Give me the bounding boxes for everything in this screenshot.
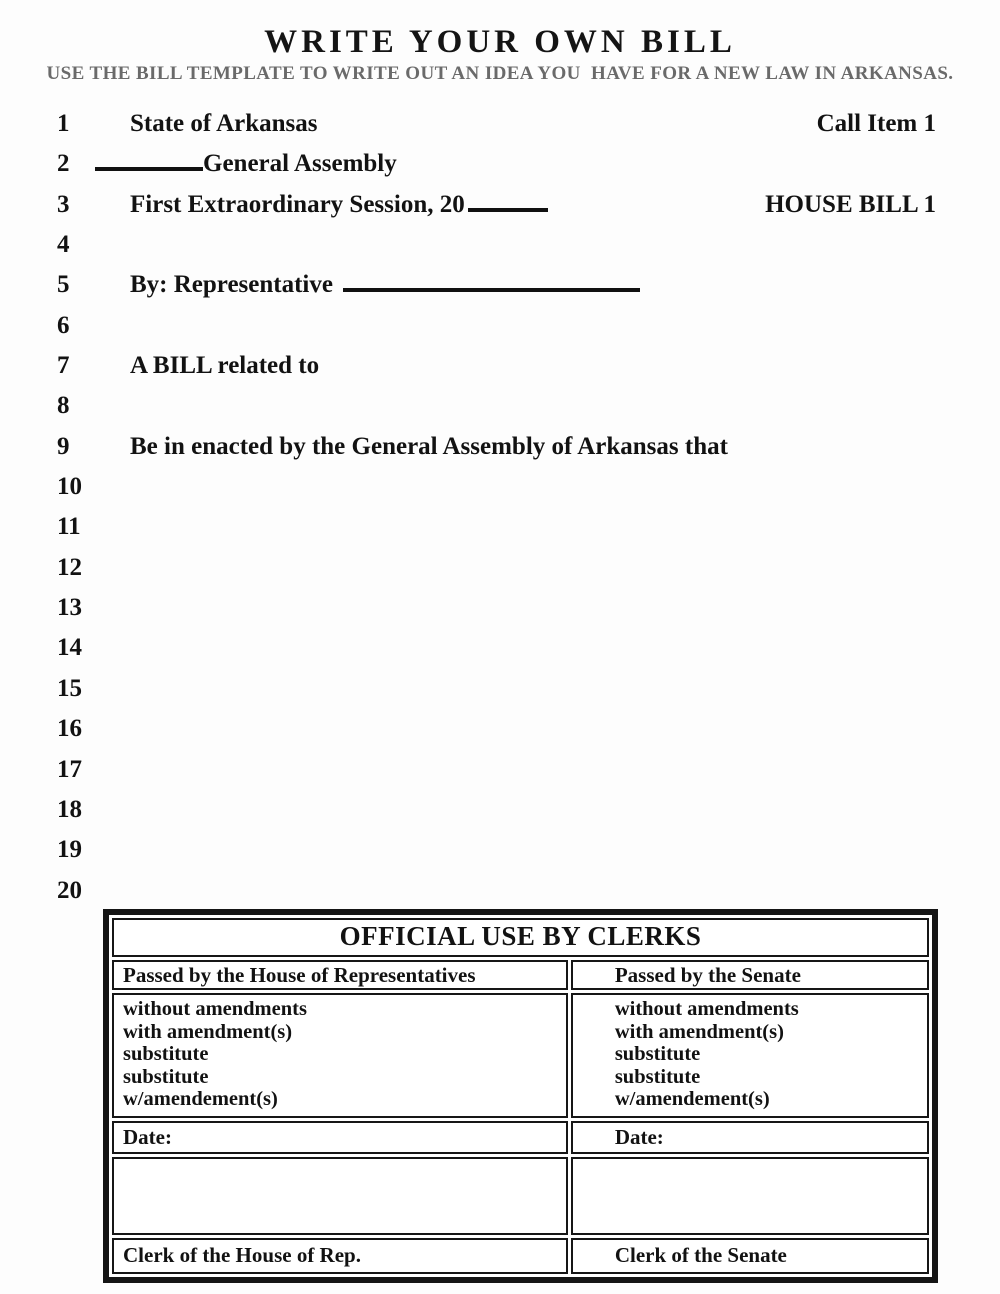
bill-line-6: [0, 306, 1000, 346]
assembly-number-blank[interactable]: [95, 167, 203, 171]
senate-date-label: Date:: [571, 1121, 929, 1154]
official-use-title: OFFICIAL USE BY CLERKS: [112, 918, 929, 957]
line-number: 16: [57, 715, 82, 743]
house-option: substitute: [123, 1065, 209, 1088]
house-column-header: Passed by the House of Representatives: [112, 960, 568, 990]
senate-amendment-options: [571, 993, 929, 1118]
line-number: 2: [57, 150, 70, 178]
bill-line-8: [0, 386, 1000, 426]
a-bill-related-to-text: A BILL related to: [130, 352, 320, 380]
senate-signature-area: [571, 1157, 929, 1235]
bill-line-11: [0, 507, 1000, 547]
line-number: 17: [57, 755, 82, 783]
bill-line-13: [0, 588, 1000, 628]
line-number: 15: [57, 674, 82, 702]
bill-line-9: [0, 427, 1000, 467]
enacting-clause-text: Be in enacted by the General Assembly of Arkansas that: [130, 432, 728, 460]
line-number: 14: [57, 634, 82, 662]
line-number: 13: [57, 594, 82, 622]
line-number: 4: [57, 231, 70, 259]
bill-line-5: [0, 265, 1000, 305]
bill-line-4: [0, 225, 1000, 265]
senate-option: substitute: [614, 1043, 701, 1066]
senate-clerk-label: Clerk of the Senate: [571, 1238, 929, 1274]
senate-column-header: Passed by the Senate: [571, 960, 929, 990]
bill-line-17: [0, 750, 1000, 790]
bill-line-20: [0, 871, 1000, 911]
house-date-label: Date:: [112, 1121, 568, 1154]
general-assembly-text: General Assembly: [203, 150, 397, 178]
bill-line-10: [0, 467, 1000, 507]
bill-line-7: [0, 346, 1000, 386]
by-representative-text: By: Representative: [130, 271, 333, 299]
bill-body: [0, 104, 1000, 911]
house-bill-label: HOUSE BILL 1: [765, 190, 936, 218]
call-item-label: Call Item 1: [816, 110, 936, 137]
senate-option: without amendments: [614, 998, 799, 1020]
line-number: 7: [57, 352, 70, 380]
bill-line-16: [0, 709, 1000, 749]
representative-name-blank[interactable]: [343, 288, 640, 292]
bill-line-2: [0, 144, 1000, 184]
line-number: 10: [57, 473, 82, 501]
session-text: First Extraordinary Session, 20: [130, 190, 465, 218]
line-number: 18: [57, 795, 82, 823]
house-option: substitute: [123, 1043, 209, 1066]
house-option: with amendment(s): [123, 1020, 293, 1043]
line-number: 19: [57, 836, 82, 864]
document-header: [0, 22, 1000, 86]
bill-line-12: [0, 548, 1000, 588]
house-option: w/amendement(s): [123, 1088, 278, 1111]
bill-line-19: [0, 830, 1000, 870]
line-number: 11: [57, 513, 81, 541]
line-number: 9: [57, 432, 70, 460]
senate-option: substitute: [614, 1065, 701, 1088]
senate-option: with amendment(s): [614, 1020, 784, 1043]
page-title: WRITE YOUR OWN BILL: [264, 24, 736, 60]
line-number: 12: [57, 553, 82, 581]
session-year-blank[interactable]: [468, 208, 548, 212]
line-number: 5: [57, 271, 70, 299]
state-of-arkansas-text: State of Arkansas: [130, 110, 318, 137]
bill-line-3: [0, 185, 1000, 225]
bill-line-15: [0, 669, 1000, 709]
line-number: 20: [57, 876, 82, 904]
senate-option: w/amendement(s): [614, 1088, 770, 1111]
house-option: without amendments: [123, 998, 307, 1020]
house-clerk-label: Clerk of the House of Rep.: [112, 1238, 568, 1274]
bill-line-1: [0, 104, 1000, 144]
house-signature-area: [112, 1157, 568, 1235]
line-number: 3: [57, 190, 70, 218]
bill-line-14: [0, 628, 1000, 668]
house-amendment-options: [112, 993, 568, 1118]
line-number: 8: [57, 392, 70, 420]
page-subtitle: USE THE BILL TEMPLATE TO WRITE OUT AN IDEA YOU HAVE FOR A NEW LAW IN ARKANSAS.: [46, 63, 954, 84]
line-number: 6: [57, 311, 70, 339]
bill-line-18: [0, 790, 1000, 830]
line-number: 1: [57, 110, 70, 137]
official-use-table: [103, 909, 938, 1283]
